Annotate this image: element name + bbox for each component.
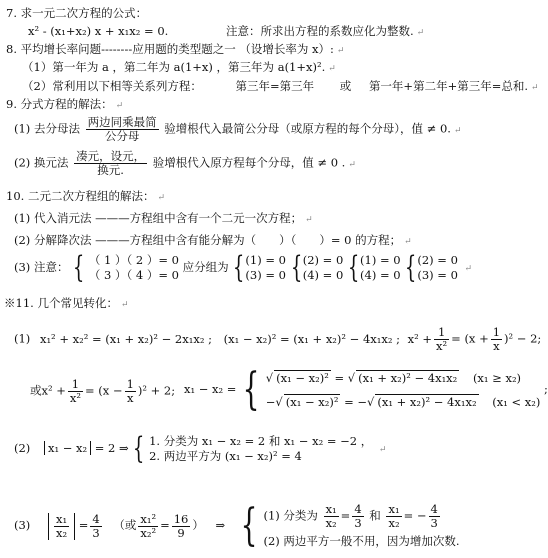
section-8-line-2: （2）常利用以下相等关系列方程： 第三年=第三年 或 第一年+第二年+第三年=总和. ↵ (22, 79, 539, 93)
method-2-fraction: $\frac{\text{凑元，设元，}}{\text{换元.}}$ (76, 149, 146, 177)
conversion-1c: x₁ − x₂ = { √ (x₁ − x₂)² = √ (x₁ + x₂)² − 4x₁x₂ (x₁ ≥ x₂) −√ (x₁ − x₂)² = −√ (x₁ + x₂)² − 4x₁x₂ (x₁ < x₂) ; (184, 364, 548, 415)
section-8-line-1: （1）第一年为 a ，第二年为 a(1+x) ，第三年为 a(1+x)². ↵ (22, 60, 336, 74)
return-icon: ↵ (336, 46, 345, 56)
return-icon: ↵ (120, 300, 129, 310)
fraction-method-2: (2) 换元法 $\frac{\text{凑元，设元，}}{\text{换元.}}$ 验增根代入原方程每个分母，值 ≠ 0 . ↵ (14, 149, 356, 177)
conversion-1b: 或x² + $\frac{1}{\text{x²}}$ = (x − $\frac{1}{x}$ )² + 2; (30, 377, 176, 405)
return-icon: ↵ (348, 159, 356, 170)
return-icon: ↵ (416, 28, 425, 38)
return-icon: ↵ (531, 83, 539, 93)
section-10-line-2: (2) 分解降次法 ———方程组中含有能分解为（ ）（ ）= 0 的方程； ↵ (14, 233, 412, 247)
return-icon: ↵ (464, 264, 473, 274)
return-icon: ↵ (404, 237, 412, 247)
return-icon: ↵ (328, 64, 336, 74)
section-10-line-3: (3) 注意： { （ 1 ）（ 2 ）= 0 （ 3 ）（ 4 ）= 0 应分组为 { (1) = 0 (3) = 0 { (2) = 0 (4) = 0 { (1) = 0 (4) = 0 { (2) = 0 (3) = 0 ↵ (14, 250, 473, 285)
return-icon: ↵ (378, 445, 387, 455)
return-icon: ↵ (305, 215, 313, 225)
conversion-2: (2) x₁ − x₂ = 2 ⇒ { 1. 分类为 x₁ − x₂ = 2 和 x₁ − x₂ = −2 ， 2. 两边平方为 (x₁ − x₂)² = 4 ↵ (14, 431, 387, 466)
conversion-1: (1) x₁² + x₂² = (x₁ + x₂)² − 2x₁x₂ ; (x₁ − x₂)² = (x₁ + x₂)² − 4x₁x₂ ; x² + $\frac{1}{\text{x²}}$ = (x + $\frac{1}{x}$ )² − 2; (14, 325, 542, 353)
method-1-fraction: $\frac{\text{两边同乘最简}}{\text{公分母}}$ (87, 115, 157, 143)
section-7-note: 注意：所求出方程的系数应化为整数. ↵ (226, 24, 425, 38)
section-9-title: 9. 分式方程的解法： ↵ (6, 97, 124, 111)
section-10-title: 10. 二元二次方程组的解法： ↵ (6, 189, 165, 203)
section-7-title: 7. 求一元二次方程的公式： (6, 6, 148, 20)
fraction-method-1: (1) 去分母法 $\frac{\text{两边同乘最简}}{\text{公分母}}$ 验增根代入最简公分母（或原方程的每个分母），值 ≠ 0. ↵ (14, 115, 462, 143)
section-11-title: ※11. 几个常见转化： ↵ (4, 296, 129, 310)
section-10-line-1: (1) 代入消元法 ———方程组中含有一个二元一次方程； ↵ (14, 211, 313, 225)
return-icon: ↵ (453, 125, 462, 136)
section-8-title: 8. 平均增长率问题--------应用题的类型题之一 （设增长率为 x）: ↵ (6, 42, 345, 56)
quadratic-formula: x² - (x₁+x₂) x + x₁x₂ = 0. (28, 24, 169, 38)
return-icon: ↵ (157, 193, 165, 203)
return-icon: ↵ (115, 101, 124, 111)
conversion-3: (3) $\frac{\text{x₁}}{\text{x₂}}$ = $\frac{4}{3}$ （或 $\frac{\text{x₁²}}{\text{x₂²}}$ = $\frac{16}{9}$ ） ⇒ { (1) 分类为 $\frac{\text{x₁}}{\text{x₂}}$ = $\frac{4}{3}$ 和 $\frac{\text{x₁}}{\text{x₂}}$ = − $\frac{4}{3}$ (2) 两边平方一般不用，因为增加次数. (14, 500, 460, 551)
